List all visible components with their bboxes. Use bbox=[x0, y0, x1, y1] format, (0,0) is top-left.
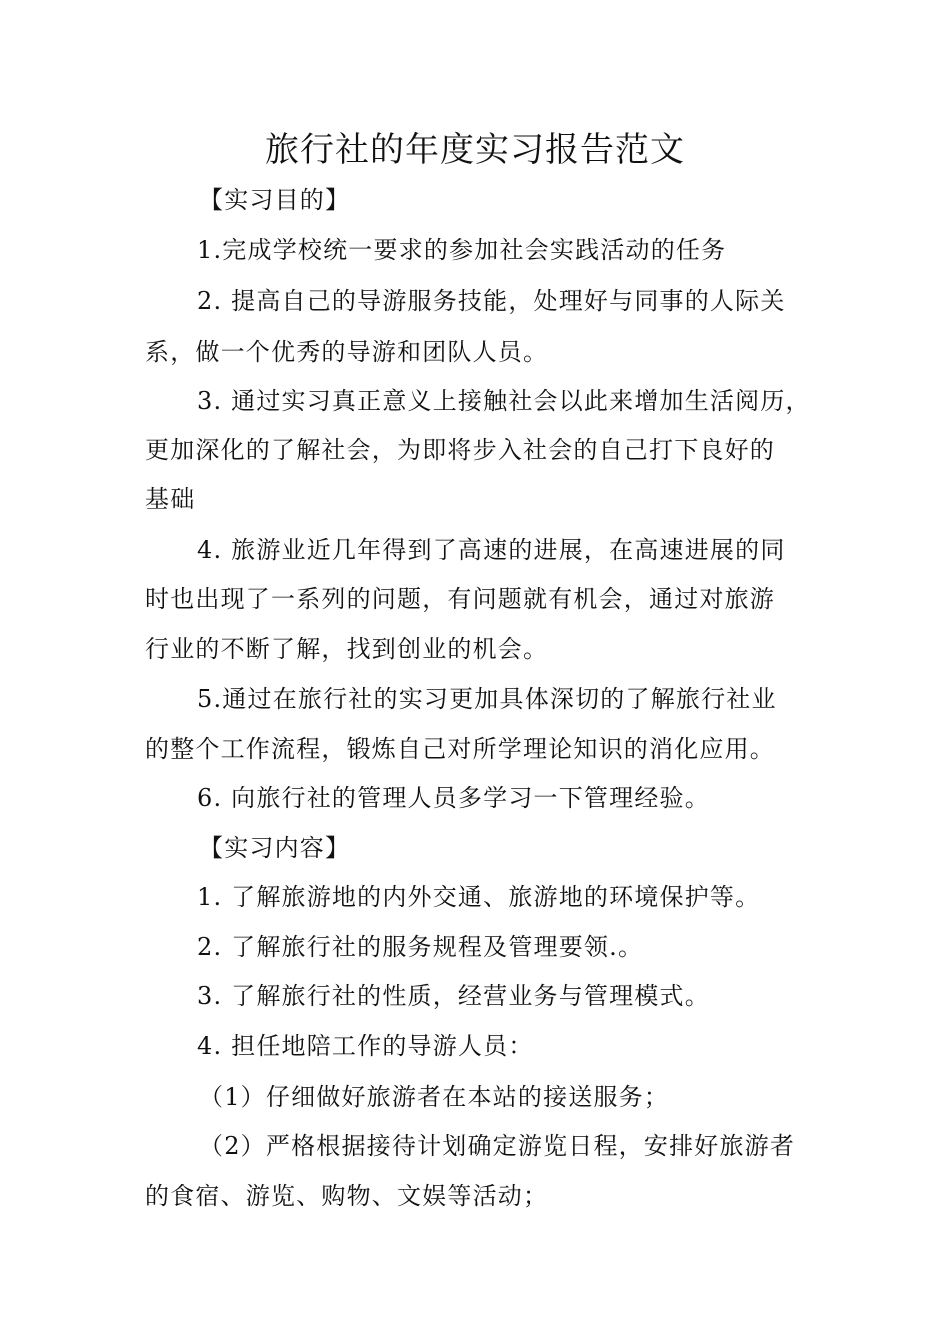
paragraph-line: 4. 担任地陪工作的导游人员： bbox=[197, 1032, 534, 1060]
paragraph-line: 4. 旅游业近几年得到了高速的进展，在高速进展的同 bbox=[197, 536, 786, 564]
paragraph-line: 基础 bbox=[145, 485, 196, 513]
paragraph-line: 1. 了解旅游地的内外交通、旅游地的环境保护等。 bbox=[197, 883, 761, 911]
paragraph-line: 行业的不断了解，找到创业的机会。 bbox=[145, 635, 549, 663]
paragraph-line: 3. 通过实习真正意义上接触社会以此来增加生活阅历， bbox=[197, 387, 811, 415]
paragraph-line: （2）严格根据接待计划确定游览日程，安排好旅游者 bbox=[199, 1132, 796, 1160]
paragraph-line: 5.通过在旅行社的实习更加具体深切的了解旅行社业 bbox=[197, 685, 777, 713]
section-heading-purpose: 【实习目的】 bbox=[199, 186, 351, 214]
paragraph-line: 系，做一个优秀的导游和团队人员。 bbox=[145, 338, 549, 366]
section-heading-content: 【实习内容】 bbox=[199, 834, 351, 862]
paragraph-line: 3. 了解旅行社的性质，经营业务与管理模式。 bbox=[197, 982, 710, 1010]
paragraph-line: 2. 提高自己的导游服务技能，处理好与同事的人际关 bbox=[197, 287, 786, 315]
paragraph-line: 更加深化的了解社会，为即将步入社会的自己打下良好的 bbox=[145, 436, 775, 464]
paragraph-line: 6. 向旅行社的管理人员多学习一下管理经验。 bbox=[197, 784, 710, 812]
document-title: 旅行社的年度实习报告范文 bbox=[265, 130, 685, 170]
paragraph-line: 2. 了解旅行社的服务规程及管理要领.。 bbox=[197, 933, 644, 961]
paragraph-line: 1.完成学校统一要求的参加社会实践活动的任务 bbox=[197, 236, 727, 264]
paragraph-line: 的食宿、游览、购物、文娱等活动； bbox=[145, 1182, 549, 1210]
paragraph-line: 时也出现了一系列的问题，有问题就有机会，通过对旅游 bbox=[145, 585, 775, 613]
paragraph-line: 的整个工作流程，锻炼自己对所学理论知识的消化应用。 bbox=[145, 735, 775, 763]
paragraph-line: （1）仔细做好旅游者在本站的接送服务； bbox=[199, 1083, 670, 1111]
